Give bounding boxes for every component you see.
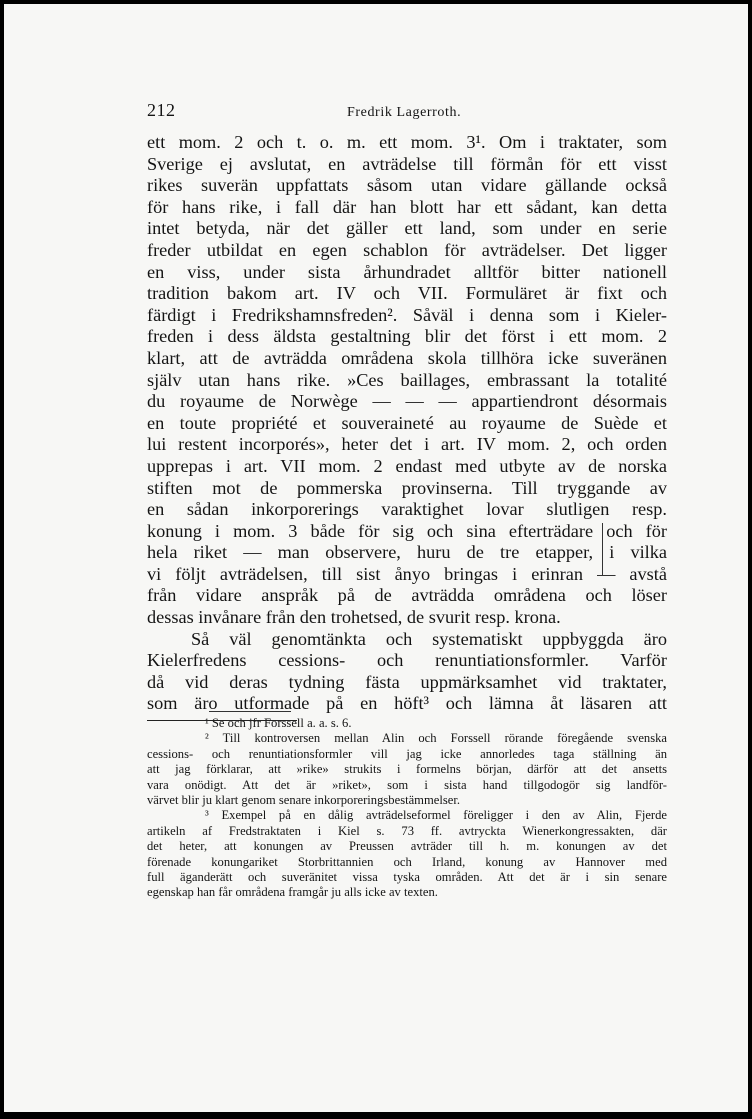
footnote-line: artikeln af Fredstraktaten i Kiel s. 73 ff. avtryckta Wienerkongressakten, där — [147, 823, 667, 838]
footnote-divider — [209, 711, 291, 712]
footnote-line: vara onödigt. Att det är »riket», som i sista hand tillgodogör sig landför- — [147, 777, 667, 792]
footnote-line: värvet blir ju klart genom senare inkorporeringsbestämmelser. — [147, 792, 460, 807]
body-line: Kielerfredens cessions- och renuntiationsformler. Varför — [147, 650, 667, 671]
body-line: en sådan inkorporerings varaktighet lovar slutligen resp. — [147, 499, 667, 520]
body-line: som äro utformade på en höft³ och lämna åt läsaren att — [147, 693, 667, 714]
body-line: dessas invånare från den trohetsed, de svurit resp. krona. — [147, 607, 561, 628]
body-line: konung i mom. 3 både för sig och sina efterträdare och för — [147, 520, 667, 541]
body-line: Sverige ej avslutat, en avträdelse till förmån för ett visst — [147, 153, 667, 174]
body-line: klart, att de avträdda områdena skola tillhöra icke suveränen — [147, 347, 667, 368]
footnote-line: att jag förklarar, att »rike» strukits i formelns början, därför att det ansetts — [147, 762, 667, 777]
footnote-1: ¹ Se och jfr Forssell a. a. s. 6. — [205, 716, 352, 730]
body-line: själv utan hans rike. »Ces baillages, embrassant la totalité — [147, 369, 667, 390]
footnote-2: ² Till kontroversen mellan Alin och Forssell rörande föregående svenska — [205, 731, 667, 746]
body-line: ett mom. 2 och t. o. m. ett mom. 3¹. Om i traktater, som — [147, 132, 667, 152]
pencil-margin-mark — [602, 523, 603, 575]
footnote-line: det heter, att konungen av Preussen avträder till h. m. konungen av det — [147, 839, 667, 854]
footnotes — [147, 716, 667, 901]
body-line: vi följt avträdelsen, till sist ånyo bringas i erinran — avstå — [147, 563, 667, 584]
footnote-3: ³ Exempel på en dålig avträdelseformel föreligger i den av Alin, Fjerde — [205, 808, 667, 823]
body-line: freder utbildat en egen schablon för avträdelser. Det ligger — [147, 239, 667, 260]
pencil-underline-mark — [147, 720, 297, 721]
body-text — [147, 132, 667, 715]
body-line: från vidare anspråk på de avträdda områdena och löser — [147, 585, 667, 606]
body-line: freden i dess äldsta gestaltning blir det först i ett mom. 2 — [147, 326, 667, 347]
body-line: färdigt i Fredrikshamnsfreden². Såväl i denna som i Kieler- — [147, 304, 667, 325]
body-line: intet betyda, när det gäller ett land, som under en serie — [147, 218, 667, 239]
body-line: för hans rike, i fall där han blott har ett sådant, kan detta — [147, 196, 667, 217]
footnote-line: cessions- och renuntiationsformler vill jag icke annorledes taga ställning än — [147, 746, 667, 761]
body-line: hela riket — man observere, huru de tre etapper, i vilka — [147, 542, 667, 563]
body-line: tradition bakom art. IV och VII. Formuläret är fixt och — [147, 283, 667, 304]
footnote-line: förenade konungariket Storbrittannien och Irland, konung av Hannover med — [147, 854, 667, 869]
body-line: en viss, under sista århundradet alltför bitter nationell — [147, 261, 667, 282]
paragraph-start-line: Så väl genomtänkta och systematiskt uppbyggda äro — [191, 628, 667, 649]
body-line: rikes suverän uppfattats såsom utan vidare gällande också — [147, 175, 667, 196]
body-line: en toute propriété et souveraineté au royaume de Suède et — [147, 412, 667, 433]
footnote-line: full äganderätt och suveränitet vissa tyska områden. Att det är i sin senare — [147, 869, 667, 884]
page-number: 212 — [147, 100, 176, 120]
running-head: Fredrik Lagerroth. — [347, 105, 462, 120]
page-header — [147, 100, 667, 124]
body-line: du royaume de Norwège — — — appartiendront désormais — [147, 391, 667, 412]
footnote-line: egenskap han får områdena framgår ju alls icke av texten. — [147, 885, 438, 900]
book-page — [4, 4, 748, 1112]
body-line: då vid deras tydning fästa uppmärksamhet vid traktater, — [147, 671, 667, 692]
body-line: lui restent incorporés», heter det i art. IV mom. 2, och orden — [147, 434, 667, 455]
body-line: stiften mot de pommerska provinserna. Till tryggande av — [147, 477, 667, 498]
body-line: upprepas i art. VII mom. 2 endast med utbyte av de norska — [147, 455, 667, 476]
